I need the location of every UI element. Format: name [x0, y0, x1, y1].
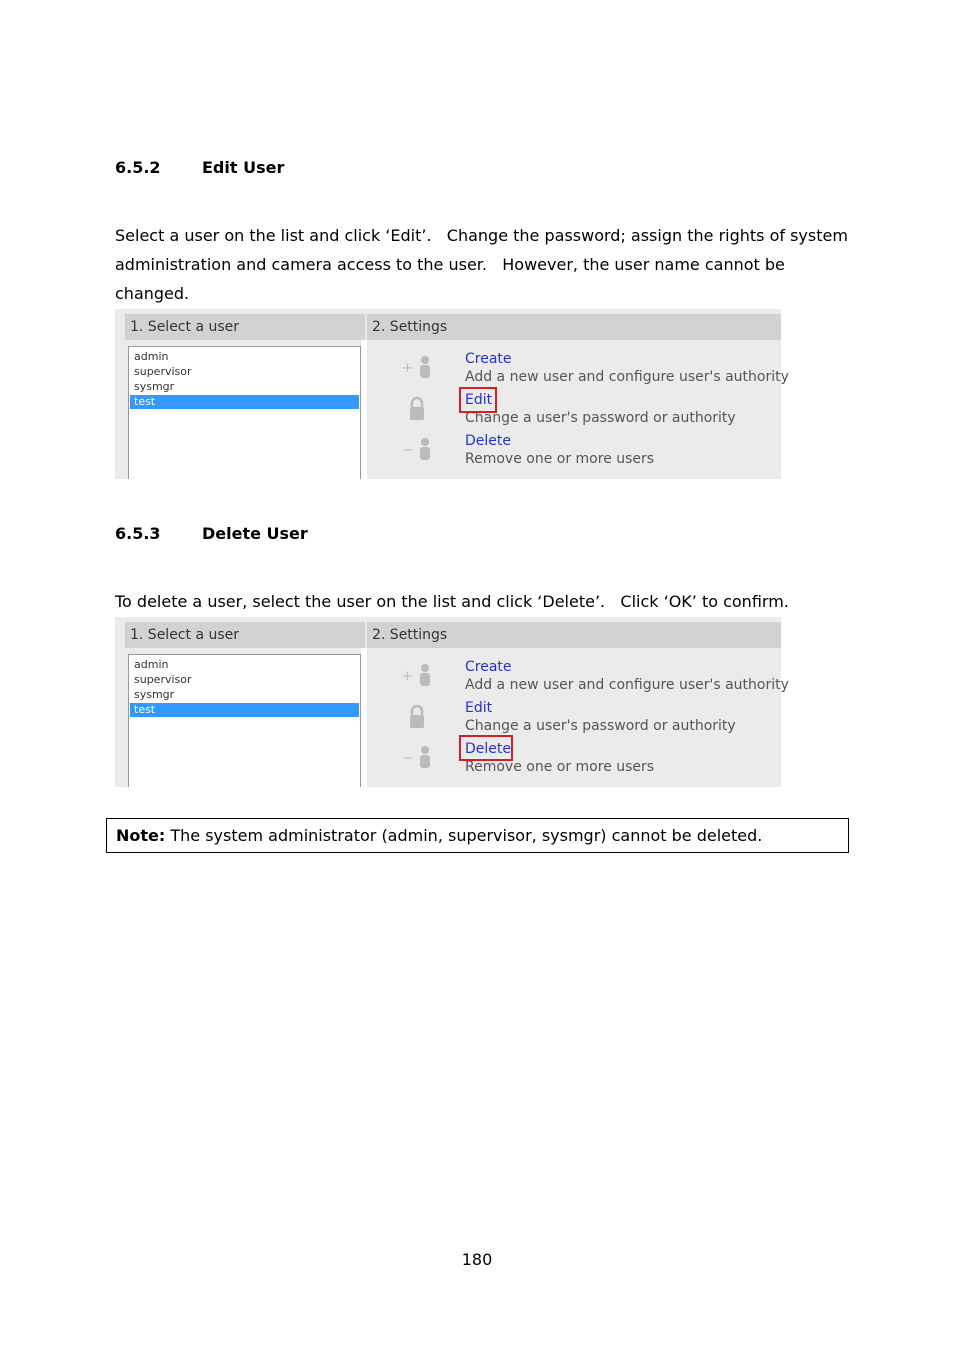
list-item-supervisor[interactable]: supervisor — [134, 365, 192, 378]
edit-description: Change a user's password or authority — [465, 718, 736, 734]
settings-header: 2. Settings — [367, 622, 781, 648]
user-settings-screenshot-edit — [115, 309, 789, 479]
page-number: 180 — [461, 1250, 493, 1269]
delete-description: Remove one or more users — [465, 759, 655, 775]
delete-description: Remove one or more users — [465, 451, 655, 467]
note-text: The system administrator (admin, supervisor, sysmgr) cannot be deleted. — [165, 826, 763, 845]
edit-link[interactable]: Edit — [465, 392, 493, 408]
create-link[interactable]: Create — [465, 659, 512, 675]
delete-link[interactable]: Delete — [465, 741, 511, 757]
list-item-test[interactable]: test — [130, 395, 359, 409]
section-heading-edit-user — [115, 158, 415, 178]
svg-text:+: + — [402, 669, 413, 684]
paragraph-line: Select a user on the list and click ‘Edit’. Change the password; assign the rights of system — [115, 226, 848, 245]
list-item-admin[interactable]: admin — [134, 350, 169, 363]
edit-link[interactable]: Edit — [465, 700, 493, 716]
paragraph-line: changed. — [115, 284, 190, 303]
settings-header: 2. Settings — [367, 314, 781, 340]
list-item-supervisor[interactable]: supervisor — [134, 673, 192, 686]
edit-description: Change a user's password or authority — [465, 410, 736, 426]
paragraph-line: To delete a user, select the user on the list and click ‘Delete’. Click ‘OK’ to confirm. — [115, 592, 789, 611]
select-user-header: 1. Select a user — [125, 622, 365, 648]
panel-divider — [361, 648, 367, 787]
create-link[interactable]: Create — [465, 351, 512, 367]
user-settings-screenshot-delete — [115, 617, 789, 787]
svg-text:+: + — [402, 361, 413, 376]
svg-text:−: − — [402, 443, 413, 458]
list-item-sysmgr[interactable]: sysmgr — [134, 380, 175, 393]
list-item-admin[interactable]: admin — [134, 658, 169, 671]
select-user-header: 1. Select a user — [125, 314, 365, 340]
list-item-test[interactable]: test — [130, 703, 359, 717]
highlight-box-delete — [459, 735, 513, 761]
list-item-sysmgr[interactable]: sysmgr — [134, 688, 175, 701]
user-list[interactable] — [128, 346, 361, 479]
section-title: Edit User — [202, 158, 285, 177]
create-description: Add a new user and configure user's authority — [465, 677, 789, 693]
paragraph-delete-user — [115, 587, 855, 616]
paragraph-line: administration and camera access to the user. However, the user name cannot be — [115, 255, 785, 274]
note-label: Note: — [116, 826, 166, 845]
panel-divider — [361, 340, 367, 479]
section-number: 6.5.3 — [115, 524, 161, 543]
delete-link[interactable]: Delete — [465, 433, 511, 449]
user-list[interactable] — [128, 654, 361, 787]
add-user-icon — [401, 353, 433, 379]
remove-user-icon — [401, 743, 433, 769]
lock-icon — [401, 704, 433, 730]
highlight-box-edit — [459, 387, 497, 413]
section-title: Delete User — [202, 524, 308, 543]
create-description: Add a new user and configure user's authority — [465, 369, 789, 385]
paragraph-edit-user — [115, 221, 855, 308]
lock-icon — [401, 396, 433, 422]
remove-user-icon — [401, 435, 433, 461]
svg-text:−: − — [402, 751, 413, 766]
section-number: 6.5.2 — [115, 158, 161, 177]
note-box — [106, 818, 849, 853]
section-heading-delete-user — [115, 524, 415, 544]
add-user-icon — [401, 661, 433, 687]
